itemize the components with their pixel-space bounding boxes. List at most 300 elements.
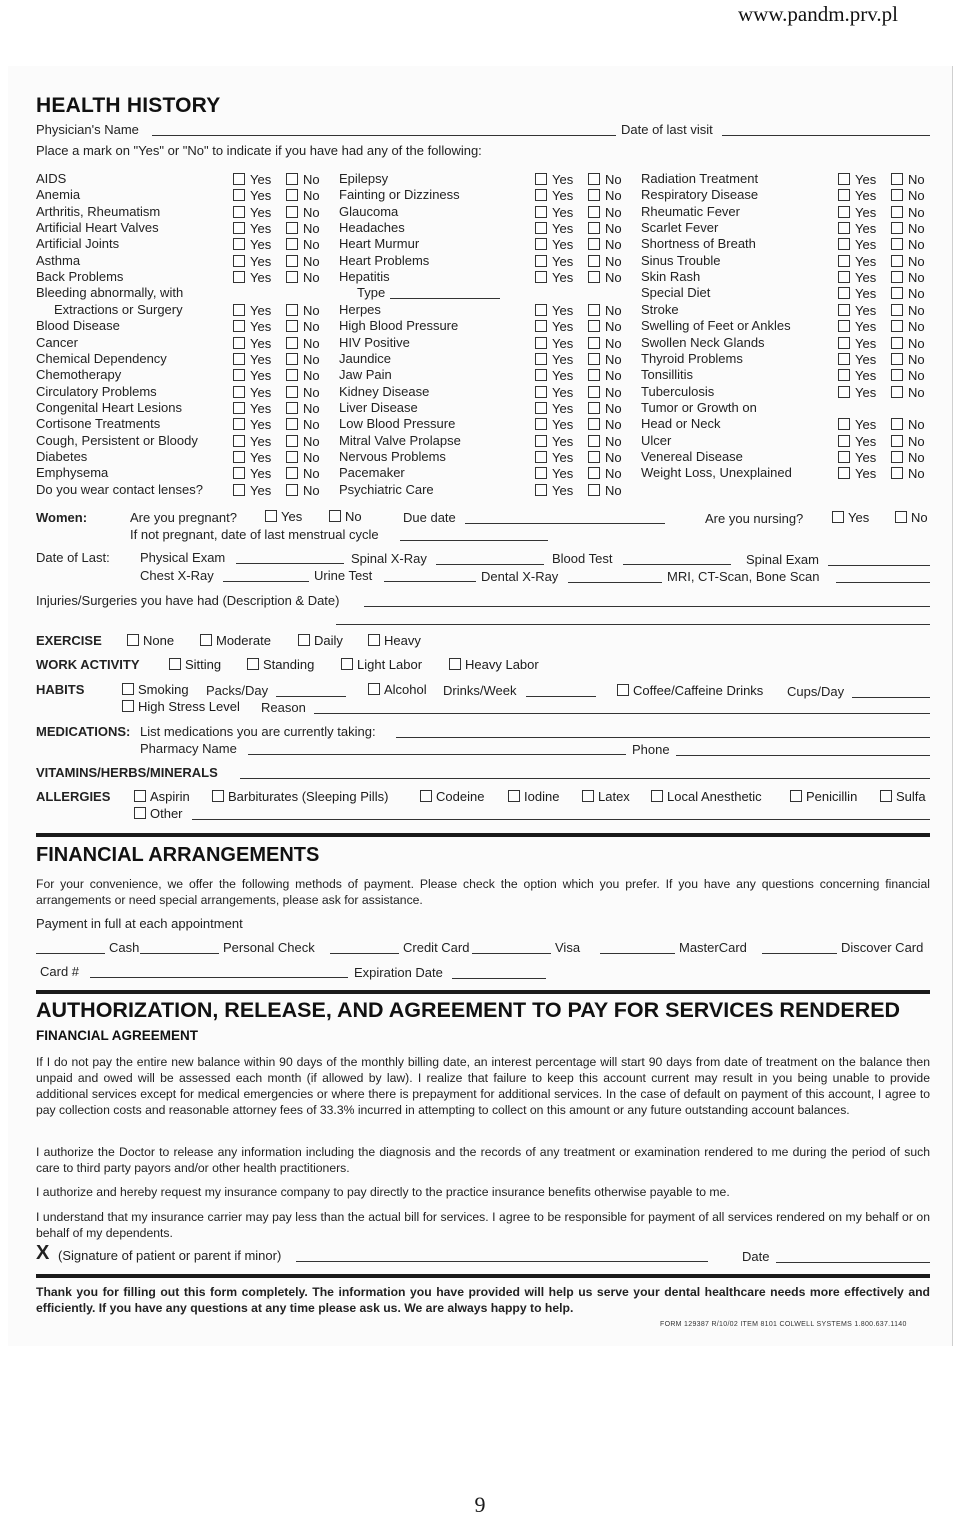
condition-scarlet-fever-no-checkbox[interactable]	[891, 222, 903, 234]
condition-shortness-of-breath-yes-label: Yes	[855, 237, 877, 253]
condition-fainting-or-dizziness-no-checkbox[interactable]	[588, 189, 600, 201]
condition-circulatory-problems-no-checkbox[interactable]	[286, 386, 298, 398]
condition-back-problems-no-label: No	[303, 270, 320, 286]
checkbox-box[interactable]	[134, 790, 146, 802]
condition-asthma-no-checkbox[interactable]	[286, 255, 298, 267]
condition-kidney-disease-yes-checkbox[interactable]	[535, 386, 547, 398]
condition-respiratory-disease-yes-checkbox[interactable]	[838, 189, 850, 201]
condition-shortness-of-breath-no-label: No	[908, 237, 925, 253]
expiration-label: Expiration Date	[354, 965, 443, 980]
condition-label: Jaw Pain	[339, 367, 392, 383]
pregnant-yes-checkbox[interactable]	[265, 509, 302, 524]
physical-exam-label: Physical Exam	[140, 550, 226, 565]
condition-skin-rash-yes-checkbox[interactable]	[838, 271, 850, 283]
checkbox-box[interactable]	[247, 658, 259, 670]
condition-aids-yes-label: Yes	[250, 172, 272, 187]
condition-swollen-neck-glands-no-checkbox[interactable]	[891, 337, 903, 349]
nursing-no-checkbox[interactable]	[895, 510, 928, 525]
work-option-label: Light Labor	[357, 657, 423, 672]
condition-label: Extractions or Surgery	[54, 301, 183, 317]
condition-congenital-heart-lesions-yes-label: Yes	[250, 400, 272, 416]
condition-artificial-joints-no-checkbox[interactable]	[286, 238, 298, 250]
condition-head-or-neck-yes-checkbox[interactable]	[838, 418, 850, 430]
condition-weight-loss-unexplained-no-checkbox[interactable]	[891, 467, 903, 479]
condition-circulatory-problems-yes-checkbox[interactable]	[233, 386, 245, 398]
condition-rheumatic-fever-no-checkbox[interactable]	[891, 206, 903, 218]
condition-liver-disease-no-checkbox[interactable]	[588, 402, 600, 414]
urine-test-field[interactable]	[384, 581, 476, 582]
payment-credit-card-field[interactable]	[330, 953, 399, 954]
condition-respiratory-disease-yes-no	[838, 188, 928, 203]
condition-stroke-no-checkbox[interactable]	[891, 304, 903, 316]
condition-head-or-neck-no-checkbox[interactable]	[891, 418, 903, 430]
checkbox-box[interactable]	[582, 790, 594, 802]
allergy-local-anesthetic-checkbox[interactable]	[651, 789, 762, 804]
condition-asthma-yes-label: Yes	[250, 253, 272, 269]
condition-nervous-problems-yes-checkbox[interactable]	[535, 451, 547, 463]
condition-label: Type	[357, 285, 386, 301]
checkbox-box[interactable]	[508, 790, 520, 802]
packs-field[interactable]	[276, 696, 346, 697]
condition-head-or-neck-yes-no	[838, 417, 928, 432]
pregnant-no-checkbox[interactable]	[329, 509, 362, 524]
condition-sinus-trouble-yes-checkbox[interactable]	[838, 255, 850, 267]
condition-ulcer-yes-checkbox[interactable]	[838, 435, 850, 447]
physician-name-field[interactable]	[152, 135, 616, 136]
condition-tonsillitis-no-checkbox[interactable]	[891, 369, 903, 381]
condition-low-blood-pressure-no-checkbox[interactable]	[588, 418, 600, 430]
checkbox-box[interactable]	[449, 658, 461, 670]
condition-arthritis-rheumatism-no-checkbox[interactable]	[286, 206, 298, 218]
condition-heart-murmur-no-checkbox[interactable]	[588, 238, 600, 250]
allergy-barbiturates-sleeping-pills-checkbox[interactable]	[212, 789, 388, 804]
condition-stroke-yes-no	[838, 303, 928, 318]
condition-tonsillitis-no-label: No	[908, 368, 925, 384]
condition-psychiatric-care-yes-checkbox[interactable]	[535, 484, 547, 496]
stress-checkbox[interactable]	[122, 699, 240, 714]
condition-low-blood-pressure-yes-label: Yes	[552, 417, 574, 433]
condition-circulatory-problems-yes-no	[233, 385, 323, 400]
condition-headaches-yes-checkbox[interactable]	[535, 222, 547, 234]
drinks-field[interactable]	[526, 696, 596, 697]
condition-tuberculosis-yes-checkbox[interactable]	[838, 386, 850, 398]
exercise-option-label: Daily	[314, 633, 343, 648]
checkbox-box[interactable]	[169, 658, 181, 670]
condition-label: Scarlet Fever	[641, 220, 719, 236]
condition-pacemaker-no-checkbox[interactable]	[588, 467, 600, 479]
spinal-exam-field[interactable]	[828, 565, 930, 566]
condition-artificial-heart-valves-no-checkbox[interactable]	[286, 222, 298, 234]
condition-high-blood-pressure-no-checkbox[interactable]	[588, 320, 600, 332]
condition-psychiatric-care-no-label: No	[605, 482, 622, 498]
condition-asthma-no-label: No	[303, 253, 320, 269]
condition-nervous-problems-no-label: No	[605, 449, 622, 465]
condition-hepatitis-yes-checkbox[interactable]	[535, 271, 547, 283]
pharmacy-field[interactable]	[248, 754, 626, 755]
condition-liver-disease-yes-no	[535, 401, 625, 416]
condition-jaundice-no-checkbox[interactable]	[588, 353, 600, 365]
exercise-none-checkbox[interactable]	[127, 633, 174, 648]
condition-aids-no-checkbox[interactable]	[286, 173, 298, 185]
condition-headaches-yes-no	[535, 221, 625, 236]
condition-swelling-of-feet-or-ankles-yes-checkbox[interactable]	[838, 320, 850, 332]
condition-rheumatic-fever-yes-checkbox[interactable]	[838, 206, 850, 218]
checkbox-box[interactable]	[127, 634, 139, 646]
payment-mastercard-field[interactable]	[600, 953, 675, 954]
condition-epilepsy-no-checkbox[interactable]	[588, 173, 600, 185]
condition-anemia-yes-checkbox[interactable]	[233, 189, 245, 201]
condition-label: Tuberculosis	[641, 383, 715, 399]
condition-shortness-of-breath-no-checkbox[interactable]	[891, 238, 903, 250]
thank-you-note: Thank you for filling out this form completely. The information you have provided will help us serve your dental healthcare needs more effectively and efficiently. If you have any questions at any time please ask us. We are always happy to help.	[36, 1285, 930, 1315]
condition-herpes-yes-label: Yes	[552, 302, 574, 318]
injuries-field-2[interactable]	[336, 624, 930, 625]
condition-shortness-of-breath-yes-checkbox[interactable]	[838, 238, 850, 250]
condition-psychiatric-care-yes-label: Yes	[552, 482, 574, 498]
condition-chemical-dependency-no-checkbox[interactable]	[286, 353, 298, 365]
mri-field[interactable]	[836, 582, 930, 583]
allergy-latex-checkbox[interactable]	[582, 789, 630, 804]
condition-special-diet-no-checkbox[interactable]	[891, 287, 903, 299]
condition-label: Rheumatic Fever	[641, 203, 740, 219]
condition-venereal-disease-no-checkbox[interactable]	[891, 451, 903, 463]
health-history-title: HEALTH HISTORY	[36, 94, 221, 117]
work-sitting-checkbox[interactable]	[169, 657, 221, 672]
women-label: Women:	[36, 510, 88, 525]
condition-swelling-of-feet-or-ankles-yes-label: Yes	[855, 319, 877, 335]
alcohol-checkbox[interactable]	[368, 682, 427, 697]
condition-glaucoma-yes-checkbox[interactable]	[535, 206, 547, 218]
condition-sinus-trouble-no-checkbox[interactable]	[891, 255, 903, 267]
condition-tuberculosis-yes-no	[838, 385, 928, 400]
condition-nervous-problems-no-checkbox[interactable]	[588, 451, 600, 463]
condition-low-blood-pressure-yes-checkbox[interactable]	[535, 418, 547, 430]
condition-jaundice-yes-checkbox[interactable]	[535, 353, 547, 365]
exercise-daily-checkbox[interactable]	[298, 633, 343, 648]
condition-blood-disease-yes-checkbox[interactable]	[233, 320, 245, 332]
condition-venereal-disease-yes-checkbox[interactable]	[838, 451, 850, 463]
condition-back-problems-yes-checkbox[interactable]	[233, 271, 245, 283]
exercise-heavy-checkbox[interactable]	[368, 633, 421, 648]
condition-diabetes-yes-checkbox[interactable]	[233, 451, 245, 463]
authorization-title: AUTHORIZATION, RELEASE, AND AGREEMENT TO PAY FOR SERVICES RENDERED	[36, 998, 901, 1022]
condition-artificial-joints-yes-no	[233, 237, 323, 252]
last-visit-field[interactable]	[722, 135, 930, 136]
blood-test-field[interactable]	[623, 564, 731, 565]
condition-label: Cancer	[36, 334, 78, 350]
checkbox-box[interactable]	[880, 790, 892, 802]
condition-skin-rash-no-checkbox[interactable]	[891, 271, 903, 283]
condition-chemical-dependency-yes-no	[233, 352, 323, 367]
condition-headaches-no-checkbox[interactable]	[588, 222, 600, 234]
condition-asthma-yes-no	[233, 254, 323, 269]
condition-herpes-yes-checkbox[interactable]	[535, 304, 547, 316]
checkbox-box[interactable]	[200, 634, 212, 646]
payment-cash-field[interactable]	[36, 953, 105, 954]
menstrual-field[interactable]	[400, 540, 548, 541]
page-number: 9	[474, 1492, 486, 1517]
condition-tonsillitis-yes-checkbox[interactable]	[838, 369, 850, 381]
cups-field[interactable]	[852, 697, 930, 698]
condition-label: Asthma	[36, 252, 81, 268]
condition-label: Kidney Disease	[339, 383, 430, 399]
condition-congenital-heart-lesions-no-checkbox[interactable]	[286, 402, 298, 414]
condition-pacemaker-yes-label: Yes	[552, 466, 574, 482]
condition-head-or-neck-no-label: No	[908, 417, 925, 433]
condition-low-blood-pressure-yes-no	[535, 417, 625, 432]
condition-label: Artificial Joints	[36, 236, 120, 252]
condition-mitral-valve-prolapse-yes-checkbox[interactable]	[535, 435, 547, 447]
condition-label: Swollen Neck Glands	[641, 334, 765, 350]
condition-sinus-trouble-no-label: No	[908, 253, 925, 269]
condition-extractions-or-surgery-no-checkbox[interactable]	[286, 304, 298, 316]
checkbox-box[interactable]	[341, 658, 353, 670]
work-standing-checkbox[interactable]	[247, 657, 314, 672]
condition-heart-problems-yes-no	[535, 254, 625, 269]
condition-special-diet-yes-checkbox[interactable]	[838, 287, 850, 299]
condition-emphysema-no-checkbox[interactable]	[286, 467, 298, 479]
condition-cancer-no-checkbox[interactable]	[286, 337, 298, 349]
condition-label: Respiratory Disease	[641, 187, 759, 203]
due-date-field[interactable]	[465, 523, 665, 524]
condition-rheumatic-fever-yes-no	[838, 205, 928, 220]
payment-visa-field[interactable]	[472, 953, 551, 954]
section-divider-2	[36, 990, 930, 994]
condition-diabetes-no-checkbox[interactable]	[286, 451, 298, 463]
allergy-other-label: Other	[150, 806, 183, 821]
allergy-iodine-checkbox[interactable]	[508, 789, 559, 804]
condition-stroke-yes-checkbox[interactable]	[838, 304, 850, 316]
allergy-other-checkbox[interactable]	[134, 806, 183, 821]
condition-label: Liver Disease	[339, 399, 418, 415]
expiration-field[interactable]	[452, 978, 546, 979]
work-heavy-labor-checkbox[interactable]	[449, 657, 539, 672]
condition-extractions-or-surgery-yes-checkbox[interactable]	[233, 304, 245, 316]
medications-field[interactable]	[396, 737, 930, 738]
drinks-label: Drinks/Week	[443, 683, 517, 698]
physical-exam-field[interactable]	[236, 563, 344, 564]
condition-weight-loss-unexplained-yes-checkbox[interactable]	[838, 467, 850, 479]
condition-label: High Blood Pressure	[339, 318, 459, 334]
condition-hepatitis-yes-label: Yes	[552, 270, 574, 286]
condition-label: Epilepsy	[339, 171, 389, 186]
condition-artificial-heart-valves-yes-checkbox[interactable]	[233, 222, 245, 234]
condition-label: Radiation Treatment	[641, 171, 759, 186]
phone-field[interactable]	[676, 755, 930, 756]
condition-high-blood-pressure-yes-checkbox[interactable]	[535, 320, 547, 332]
work-light-labor-checkbox[interactable]	[341, 657, 422, 672]
condition-respiratory-disease-no-label: No	[908, 188, 925, 204]
allergy-aspirin-checkbox[interactable]	[134, 789, 190, 804]
condition-cancer-no-label: No	[303, 335, 320, 351]
checkbox-box[interactable]	[420, 790, 432, 802]
condition-heart-murmur-yes-no	[535, 237, 625, 252]
condition-cough-persistent-or-bloody-no-checkbox[interactable]	[286, 435, 298, 447]
condition-do-you-wear-contact-lenses-no-checkbox[interactable]	[286, 484, 298, 496]
condition-jaw-pain-no-checkbox[interactable]	[588, 369, 600, 381]
reason-label: Reason	[261, 700, 306, 715]
condition-ulcer-no-checkbox[interactable]	[891, 435, 903, 447]
condition-cortisone-treatments-yes-checkbox[interactable]	[233, 418, 245, 430]
work-activity-label: WORK ACTIVITY	[36, 657, 140, 672]
injuries-field-1[interactable]	[364, 606, 930, 607]
coffee-checkbox[interactable]	[617, 683, 763, 698]
hepatitis-type-field[interactable]	[390, 298, 500, 299]
condition-heart-murmur-yes-checkbox[interactable]	[535, 238, 547, 250]
condition-fainting-or-dizziness-yes-no	[535, 188, 625, 203]
condition-pacemaker-yes-checkbox[interactable]	[535, 467, 547, 479]
signature-field[interactable]	[296, 1261, 708, 1262]
condition-jaundice-yes-label: Yes	[552, 351, 574, 367]
checkbox-box[interactable]	[212, 790, 224, 802]
condition-label: Blood Disease	[36, 318, 120, 334]
condition-label: Sinus Trouble	[641, 252, 721, 268]
condition-tonsillitis-yes-label: Yes	[855, 368, 877, 384]
payment-personal-check-field[interactable]	[140, 953, 219, 954]
condition-fainting-or-dizziness-yes-checkbox[interactable]	[535, 189, 547, 201]
allergy-penicillin-checkbox[interactable]	[790, 789, 857, 804]
condition-weight-loss-unexplained-yes-no	[838, 466, 928, 481]
checkbox-box[interactable]	[651, 790, 663, 802]
condition-jaw-pain-yes-checkbox[interactable]	[535, 369, 547, 381]
condition-arthritis-rheumatism-yes-checkbox[interactable]	[233, 206, 245, 218]
condition-radiation-treatment-yes-no	[838, 172, 928, 187]
condition-hiv-positive-no-checkbox[interactable]	[588, 337, 600, 349]
card-number-field[interactable]	[90, 977, 348, 978]
condition-hiv-positive-yes-no	[535, 336, 625, 351]
condition-cough-persistent-or-bloody-yes-checkbox[interactable]	[233, 435, 245, 447]
website-url[interactable]: www.pandm.prv.pl	[737, 2, 898, 26]
condition-cancer-yes-checkbox[interactable]	[233, 337, 245, 349]
condition-circulatory-problems-yes-label: Yes	[250, 384, 272, 400]
signature-label: (Signature of patient or parent if minor)	[58, 1248, 282, 1263]
smoking-checkbox[interactable]	[122, 682, 189, 697]
condition-pacemaker-no-label: No	[605, 466, 622, 482]
condition-respiratory-disease-no-checkbox[interactable]	[891, 189, 903, 201]
chest-xray-field[interactable]	[223, 581, 309, 582]
allergy-codeine-checkbox[interactable]	[420, 789, 484, 804]
nursing-no-label: No	[911, 510, 928, 525]
condition-glaucoma-no-label: No	[605, 204, 622, 220]
allergy-option-label: Sulfa	[896, 789, 926, 804]
medications-label: MEDICATIONS:	[36, 724, 131, 739]
condition-blood-disease-no-label: No	[303, 319, 320, 335]
nursing-yes-checkbox[interactable]	[832, 510, 869, 525]
condition-congenital-heart-lesions-yes-checkbox[interactable]	[233, 402, 245, 414]
condition-scarlet-fever-yes-checkbox[interactable]	[838, 222, 850, 234]
condition-mitral-valve-prolapse-no-checkbox[interactable]	[588, 435, 600, 447]
condition-kidney-disease-no-checkbox[interactable]	[588, 386, 600, 398]
condition-chemotherapy-no-checkbox[interactable]	[286, 369, 298, 381]
dental-xray-field[interactable]	[568, 582, 662, 583]
condition-nervous-problems-yes-no	[535, 450, 625, 465]
reason-field[interactable]	[314, 713, 930, 714]
payment-discover-card-field[interactable]	[762, 953, 837, 954]
allergy-option-label: Codeine	[436, 789, 485, 804]
condition-jaw-pain-yes-label: Yes	[552, 368, 574, 384]
condition-aids-yes-checkbox[interactable]	[233, 173, 245, 185]
checkbox-box[interactable]	[298, 634, 310, 646]
condition-cortisone-treatments-no-label: No	[303, 417, 320, 433]
signature-date-field[interactable]	[776, 1262, 930, 1263]
condition-artificial-heart-valves-yes-label: Yes	[250, 221, 272, 237]
stress-label: High Stress Level	[138, 699, 240, 714]
spinal-xray-field[interactable]	[436, 564, 544, 565]
vitamins-field[interactable]	[240, 778, 930, 779]
condition-back-problems-yes-no	[233, 270, 323, 285]
condition-radiation-treatment-no-checkbox[interactable]	[891, 173, 903, 185]
nursing-yes-label: Yes	[848, 510, 870, 525]
condition-artificial-joints-no-label: No	[303, 237, 320, 253]
pregnant-no-label: No	[345, 509, 362, 524]
condition-label: Tumor or Growth on	[641, 399, 757, 415]
condition-heart-problems-no-label: No	[605, 253, 622, 269]
condition-tuberculosis-no-checkbox[interactable]	[891, 386, 903, 398]
condition-ulcer-yes-label: Yes	[855, 433, 877, 449]
condition-herpes-no-checkbox[interactable]	[588, 304, 600, 316]
condition-swollen-neck-glands-yes-no	[838, 336, 928, 351]
condition-glaucoma-no-checkbox[interactable]	[588, 206, 600, 218]
condition-arthritis-rheumatism-yes-label: Yes	[250, 204, 272, 220]
dental-xray-label: Dental X-Ray	[481, 569, 559, 584]
condition-thyroid-problems-no-checkbox[interactable]	[891, 353, 903, 365]
allergy-other-field[interactable]	[192, 819, 930, 820]
condition-low-blood-pressure-no-label: No	[605, 417, 622, 433]
allergy-sulfa-checkbox[interactable]	[880, 789, 926, 804]
condition-label: Cortisone Treatments	[36, 416, 161, 432]
condition-diabetes-no-label: No	[303, 449, 320, 465]
menstrual-label: If not pregnant, date of last menstrual cycle	[130, 527, 379, 542]
condition-asthma-yes-checkbox[interactable]	[233, 255, 245, 267]
condition-scarlet-fever-no-label: No	[908, 221, 925, 237]
condition-hepatitis-no-label: No	[605, 270, 622, 286]
condition-do-you-wear-contact-lenses-yes-checkbox[interactable]	[233, 484, 245, 496]
condition-blood-disease-no-checkbox[interactable]	[286, 320, 298, 332]
condition-cortisone-treatments-no-checkbox[interactable]	[286, 418, 298, 430]
condition-artificial-joints-yes-label: Yes	[250, 237, 272, 253]
condition-thyroid-problems-yes-checkbox[interactable]	[838, 353, 850, 365]
condition-liver-disease-yes-checkbox[interactable]	[535, 402, 547, 414]
condition-chemotherapy-yes-checkbox[interactable]	[233, 369, 245, 381]
condition-hiv-positive-yes-checkbox[interactable]	[535, 337, 547, 349]
condition-anemia-no-checkbox[interactable]	[286, 189, 298, 201]
condition-swelling-of-feet-or-ankles-no-checkbox[interactable]	[891, 320, 903, 332]
exercise-moderate-checkbox[interactable]	[200, 633, 271, 648]
condition-artificial-joints-yes-checkbox[interactable]	[233, 238, 245, 250]
condition-epilepsy-yes-checkbox[interactable]	[535, 173, 547, 185]
condition-swollen-neck-glands-yes-checkbox[interactable]	[838, 337, 850, 349]
condition-psychiatric-care-no-checkbox[interactable]	[588, 484, 600, 496]
condition-heart-problems-no-checkbox[interactable]	[588, 255, 600, 267]
checkbox-box[interactable]	[790, 790, 802, 802]
condition-anemia-yes-label: Yes	[250, 188, 272, 204]
phone-label: Phone	[632, 742, 670, 757]
condition-chemical-dependency-yes-checkbox[interactable]	[233, 353, 245, 365]
condition-back-problems-no-checkbox[interactable]	[286, 271, 298, 283]
allergy-option-label: Iodine	[524, 789, 560, 804]
condition-emphysema-yes-checkbox[interactable]	[233, 467, 245, 479]
condition-hepatitis-no-checkbox[interactable]	[588, 271, 600, 283]
condition-heart-problems-yes-checkbox[interactable]	[535, 255, 547, 267]
condition-jaundice-yes-no	[535, 352, 625, 367]
allergy-option-label: Latex	[598, 789, 630, 804]
condition-label: Psychiatric Care	[339, 481, 434, 497]
condition-radiation-treatment-yes-checkbox[interactable]	[838, 173, 850, 185]
checkbox-box[interactable]	[368, 634, 380, 646]
condition-label: Heart Murmur	[339, 236, 420, 252]
condition-blood-disease-yes-no	[233, 319, 323, 334]
condition-anemia-yes-no	[233, 188, 323, 203]
